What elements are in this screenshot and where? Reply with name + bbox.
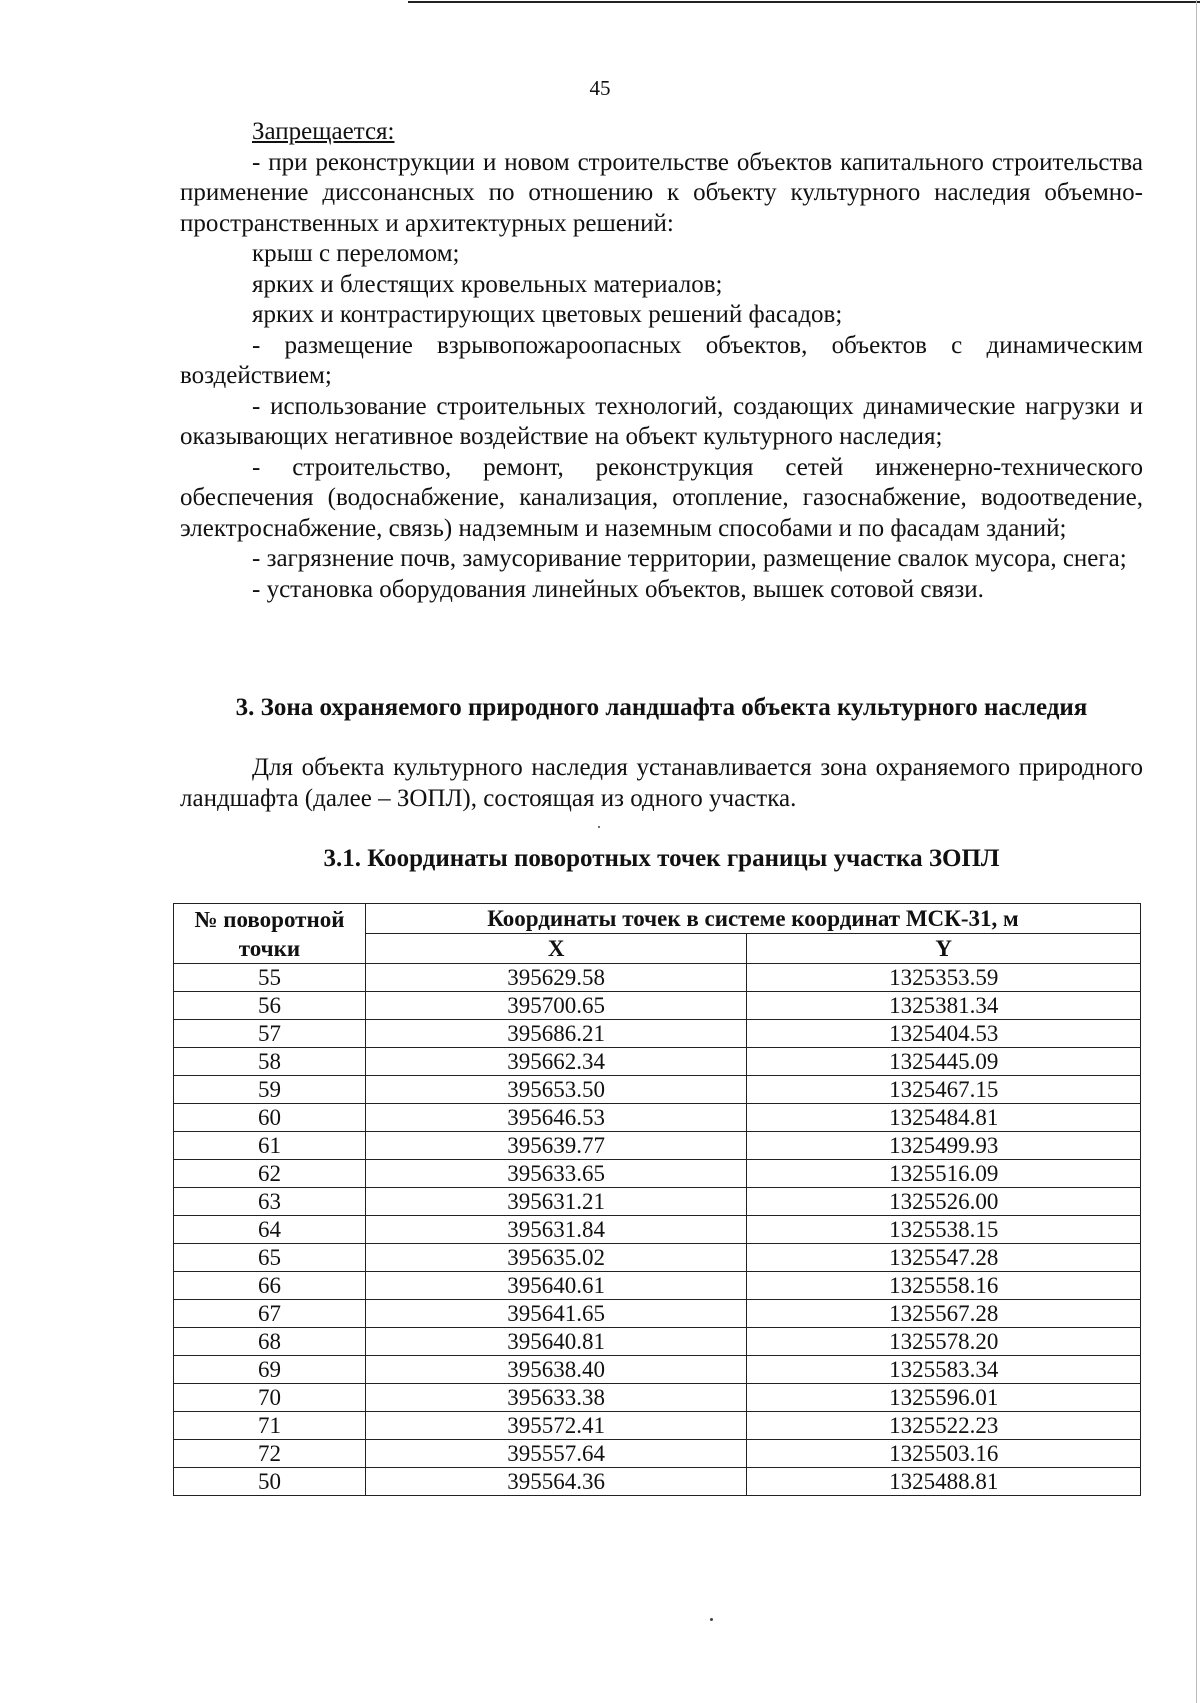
paragraph-1a: крыш с переломом; [252, 240, 460, 267]
table-row [174, 1104, 1141, 1132]
forbidden-title: Запрещается: [252, 118, 395, 145]
cell-y: 1325404.53 [747, 1020, 1141, 1048]
cell-y: 1325578.20 [747, 1328, 1141, 1356]
cell-y: 1325583.34 [747, 1356, 1141, 1384]
header-y: Y [747, 934, 1141, 964]
cell-y: 1325488.81 [747, 1468, 1141, 1496]
table-row [174, 1468, 1141, 1496]
cell-point-number: 59 [174, 1076, 366, 1104]
cell-y: 1325503.16 [747, 1440, 1141, 1468]
cell-x: 395640.61 [365, 1272, 747, 1300]
table-row [174, 1244, 1141, 1272]
cell-point-number: 66 [174, 1272, 366, 1300]
table-row [174, 1300, 1141, 1328]
paragraph-6: - установка оборудования линейных объектов, вышек сотовой связи. [252, 575, 984, 603]
cell-point-number: 68 [174, 1328, 366, 1356]
cell-x: 395686.21 [365, 1020, 747, 1048]
table-row [174, 1216, 1141, 1244]
cell-x: 395633.38 [365, 1384, 747, 1412]
cell-y: 1325467.15 [747, 1076, 1141, 1104]
coordinates-table-body [174, 964, 1141, 1496]
cell-y: 1325445.09 [747, 1048, 1141, 1076]
cell-y: 1325538.15 [747, 1216, 1141, 1244]
header-x: X [365, 934, 747, 964]
cell-y: 1325484.81 [747, 1104, 1141, 1132]
right-border-line [1196, 0, 1197, 1703]
cell-x: 395572.41 [365, 1412, 747, 1440]
table-row [174, 1048, 1141, 1076]
paragraph-5: - загрязнение почв, замусоривание территории, размещение свалок мусора, снега; [252, 545, 1127, 572]
cell-x: 395638.40 [365, 1356, 747, 1384]
table-row [174, 1272, 1141, 1300]
section-heading: 3. Зона охраняемого природного ландшафта объекта культурного наследия [235, 694, 1088, 721]
cell-x: 395635.02 [365, 1244, 747, 1272]
cell-x: 395629.58 [365, 964, 747, 992]
cell-y: 1325547.28 [747, 1244, 1141, 1272]
table-row [174, 992, 1141, 1020]
cell-y: 1325381.34 [747, 992, 1141, 1020]
paragraph-1b: ярких и блестящих кровельных материалов; [252, 270, 723, 298]
cell-x: 395646.53 [365, 1104, 747, 1132]
table-row [174, 964, 1141, 992]
cell-point-number: 70 [174, 1384, 366, 1412]
paragraph-1: - при реконструкции и новом строительстве объектов капитального строительства применение диссонансных по отношению к объекту культурного наследия объемно-пространственных и архитектурных решений: [180, 148, 1143, 237]
cell-point-number: 67 [174, 1300, 366, 1328]
cell-y: 1325499.93 [747, 1132, 1141, 1160]
cell-x: 395641.65 [365, 1300, 747, 1328]
paragraph-3: - использование строительных технологий, создающих динамические нагрузки и оказывающих негативное воздействие на объект культурного наследия; [180, 392, 1143, 450]
intro-paragraph: Для объекта культурного наследия устанавливается зона охраняемого природного ландшафта (далее – ЗОПЛ), состоящая из одного участка. [180, 754, 1143, 812]
cell-x: 395662.34 [365, 1048, 747, 1076]
scan-speck [710, 1618, 713, 1621]
cell-x: 395557.64 [365, 1440, 747, 1468]
table-row [174, 1132, 1141, 1160]
cell-x: 395631.84 [365, 1216, 747, 1244]
coordinates-table [173, 903, 1141, 1496]
table-row [174, 1440, 1141, 1468]
table-row [174, 1356, 1141, 1384]
paragraph-1c: ярких и контрастирующих цветовых решений фасадов; [252, 301, 843, 328]
cell-point-number: 56 [174, 992, 366, 1020]
cell-point-number: 69 [174, 1356, 366, 1384]
top-border-line [408, 1, 1200, 3]
cell-x: 395640.81 [365, 1328, 747, 1356]
cell-y: 1325516.09 [747, 1160, 1141, 1188]
paragraph-2: - размещение взрывопожароопасных объектов, объектов с динамическим воздействием; [180, 331, 1143, 389]
cell-point-number: 62 [174, 1160, 366, 1188]
cell-point-number: 65 [174, 1244, 366, 1272]
cell-y: 1325353.59 [747, 964, 1141, 992]
cell-y: 1325596.01 [747, 1384, 1141, 1412]
table-row [174, 1328, 1141, 1356]
cell-point-number: 60 [174, 1104, 366, 1132]
cell-point-number: 55 [174, 964, 366, 992]
table-row [174, 1020, 1141, 1048]
cell-point-number: 50 [174, 1468, 366, 1496]
cell-point-number: 57 [174, 1020, 366, 1048]
cell-x: 395653.50 [365, 1076, 747, 1104]
cell-y: 1325526.00 [747, 1188, 1141, 1216]
cell-y: 1325558.16 [747, 1272, 1141, 1300]
cell-point-number: 72 [174, 1440, 366, 1468]
table-row [174, 1160, 1141, 1188]
cell-point-number: 71 [174, 1412, 366, 1440]
table-row [174, 1188, 1141, 1216]
cell-x: 395700.65 [365, 992, 747, 1020]
cell-point-number: 64 [174, 1216, 366, 1244]
cell-point-number: 58 [174, 1048, 366, 1076]
cell-x: 395564.36 [365, 1468, 747, 1496]
cell-y: 1325522.23 [747, 1412, 1141, 1440]
table-row [174, 1076, 1141, 1104]
table-row [174, 1412, 1141, 1440]
table-heading: 3.1. Координаты поворотных точек границы участка ЗОПЛ [323, 845, 1000, 872]
cell-y: 1325567.28 [747, 1300, 1141, 1328]
cell-x: 395639.77 [365, 1132, 747, 1160]
cell-point-number: 61 [174, 1132, 366, 1160]
cell-point-number: 63 [174, 1188, 366, 1216]
cell-x: 395633.65 [365, 1160, 747, 1188]
body-text [180, 117, 1143, 605]
header-point-number: № поворотной точки [174, 904, 366, 964]
cell-x: 395631.21 [365, 1188, 747, 1216]
header-coordinates: Координаты точек в системе координат МСК-31, м [365, 904, 1140, 934]
table-row [174, 1384, 1141, 1412]
page-number: 45 [589, 76, 611, 100]
paragraph-4: - строительство, ремонт, реконструкция сетей инженерно-технического обеспечения (водоснабжение, канализация, отопление, газоснабжение, водоотведение, электроснабжение, связь) надземным и наземным способами и по фасадам зданий; [180, 453, 1143, 542]
scan-speck [598, 826, 600, 828]
